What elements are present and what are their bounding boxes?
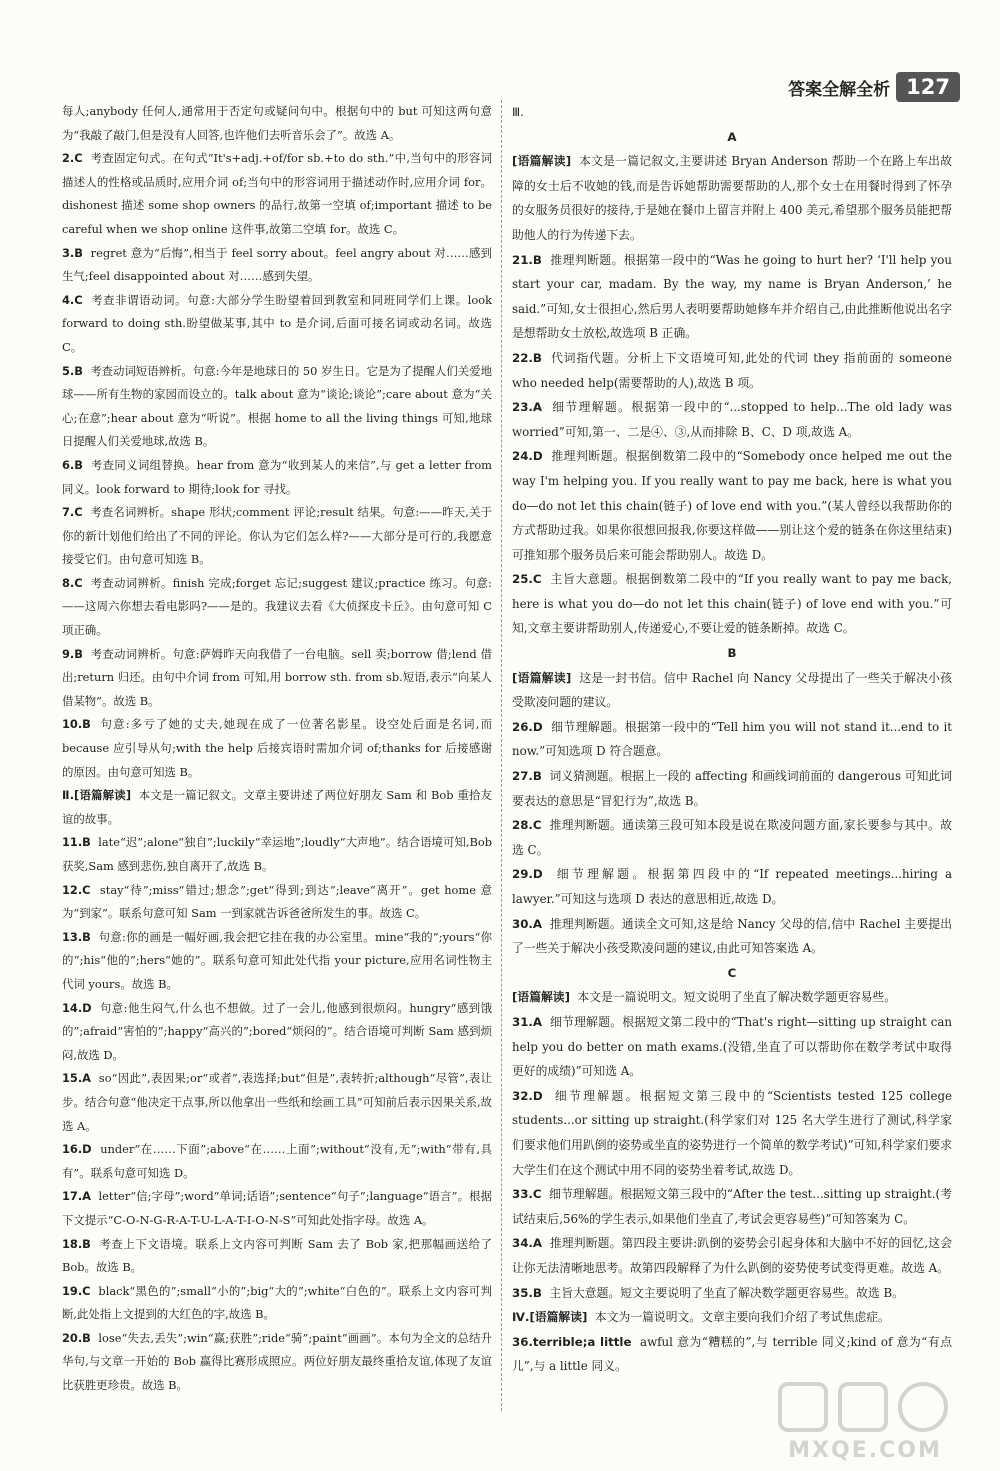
answer-item xyxy=(512,715,952,764)
answer-id: 7.C xyxy=(62,505,83,520)
answer-text: 考查上下文语境。联系上文内容可判断 Sam 去了 Bob 家,把那幅画送给了 Bob。故选 B。 xyxy=(62,1236,492,1275)
answer-id: 8.C xyxy=(62,575,83,590)
answer-text: 本文是一篇记叙文。文章主要讲述了两位好朋友 Sam 和 Bob 重拾友谊的故事。 xyxy=(62,788,493,826)
answer-item xyxy=(512,985,952,1010)
answer-text: 细节理解题。根据短文第二段中的“That's right—sitting up straight can help you do better on math exams.(没错,坐直了可以帮助你在数学考试中取得更好的成绩)”可知选 A。 xyxy=(512,1014,953,1079)
answer-item xyxy=(512,346,952,395)
answer-text: 细节理解题。根据第一段中的“...stopped to help...The old lady was worried”可知,第一、二是④、③,从而排除 B、C、D 项,故选 A。 xyxy=(512,400,952,439)
answer-item xyxy=(62,242,492,289)
answer-id: 24.D xyxy=(512,449,543,464)
answer-text: 主旨大意题。根据倒数第二段中的“If you really want to pay me back, here is what you do—do not let this chain(链子) of love end with you.”可知,文章主要讲帮助别人,传递爱心,不要让爱的链条断掉。故选 C。 xyxy=(512,572,953,636)
passage-heading: A xyxy=(727,129,737,144)
answer-item xyxy=(512,567,952,641)
answer-item xyxy=(62,501,492,572)
answer-id: Ⅱ.[语篇解读] xyxy=(62,788,132,803)
answer-id: 14.D xyxy=(62,1000,92,1015)
answer-id: 2.C xyxy=(62,151,83,166)
answer-id: 13.B xyxy=(62,929,91,944)
header-label: 答案全解全析 xyxy=(788,79,891,100)
answer-text: so“因此”,表因果;or“或者”,表选择;but“但是”,表转折;although“尽管”,表让步。结合句意“他决定干点事,所以他拿出一些纸和绘画工具”可知前后表示因果关系,故选 A。 xyxy=(62,1071,492,1133)
answer-item xyxy=(512,444,952,567)
answer-text: 考查名词辨析。shape 形状;comment 评论;result 结果。句意:——昨天,关于你的新计划他们给出了不同的评论。你认为它们怎么样?——大部分是可行的,我愿意接受它们。由句意可知选 B。 xyxy=(62,505,492,567)
answer-text: lose“失去,丢失”;win“赢;获胜”;ride“骑”;paint“画画”。本句为全文的总结升华句,与文章一开始的 Bob 赢得比赛形成照应。两位好朋友最终重拾友谊,体现了友谊比获胜更珍贵。故选 B。 xyxy=(62,1330,492,1393)
answer-item xyxy=(62,147,492,241)
answer-id: 30.A xyxy=(512,916,543,931)
passage-heading: B xyxy=(727,646,737,661)
answer-item xyxy=(512,149,952,247)
answer-id: 33.C xyxy=(512,1187,542,1202)
answer-item xyxy=(62,997,492,1068)
answer-item xyxy=(512,248,952,346)
answer-item xyxy=(62,643,492,714)
answer-id: 35.B xyxy=(512,1285,542,1300)
watermark-text: MXQE.COM xyxy=(788,1438,942,1463)
answer-item xyxy=(512,1305,952,1330)
answer-id: [语篇解读] xyxy=(512,990,570,1005)
answer-id: 29.D xyxy=(512,867,543,882)
answer-item xyxy=(62,1185,492,1232)
answer-id: 18.B xyxy=(62,1236,91,1251)
answer-id: 5.B xyxy=(62,363,83,378)
answer-item xyxy=(62,1280,492,1327)
answer-item xyxy=(512,1231,952,1280)
answer-text: 细节理解题。根据第一段中的“Tell him you will not stand it...end to it now.”可知选项 D 符合题意。 xyxy=(512,719,952,759)
answer-id: 23.A xyxy=(512,400,543,415)
answer-id: [语篇解读] xyxy=(512,154,572,169)
answer-id: 12.C xyxy=(62,882,91,897)
answer-text: 细节理解题。根据短文第三段中的“Scientists tested 125 college students...or sitting up straight.(科学家们对 125 名大学生进行了测试,科学家们要求他们用趴倒的姿势或坐直的姿势进行一个简单的数学考试)”可知,科学家们要求大学生们在这个测试中用不同的姿势坐着考试,故选 D。 xyxy=(512,1088,952,1177)
answer-text: 句意:你的画是一幅好画,我会把它挂在我的办公室里。mine“我的”;yours“你的”;his“他的”;hers“她的”。联系句意可知此处代指 your picture,应用名词性物主代词 yours。故选 B。 xyxy=(62,929,492,991)
answer-text: 考查动词短语辨析。句意:今年是地球日的 50 岁生日。它是为了提醒人们关爱地球——所有生物的家园而设立的。talk about 意为“谈论;谈论”;care about 意为“关心;在意”;hear about 意为“听说”。根据 home to all the living things 可知,地球日提醒人们关爱地球,故选 B。 xyxy=(62,363,492,449)
answer-text: black“黑色的”;small“小的”;big“大的”;white“白色的”。联系上文内容可判断,此处指上文提到的大红色的字,故选 B。 xyxy=(62,1283,492,1322)
answer-text: 每人;anybody 任何人,通常用于否定句或疑问句中。根据句中的 but 可知这两句意为“我敲了敲门,但是没有人回答,也许他们去听音乐会了”。故选 A。 xyxy=(62,104,492,142)
answer-item xyxy=(62,572,492,643)
answer-id: 20.B xyxy=(62,1330,91,1345)
answer-text: 考查动词辨析。finish 完成;forget 忘记;suggest 建议;practice 练习。句意:——这周六你想去看电影吗?——是的。我建议去看《大侦探皮卡丘》。由句意可知 C 项正确。 xyxy=(62,575,492,638)
answer-item xyxy=(62,1138,492,1185)
answer-text: 主旨大意题。短文主要说明了坐直了解决数学题更容易些。故选 B。 xyxy=(549,1285,904,1300)
passage-heading: C xyxy=(727,965,737,980)
answer-item xyxy=(62,360,492,454)
answer-item xyxy=(62,784,492,831)
answer-item xyxy=(512,1281,952,1306)
watermark-logo-icon xyxy=(770,1378,960,1438)
watermark xyxy=(770,1378,960,1463)
answer-item xyxy=(62,454,492,501)
answer-text: 推理判断题。通读第三段可知本段是说在欺凌问题方面,家长要参与其中。故选 C。 xyxy=(512,818,953,857)
answer-id: 15.A xyxy=(62,1071,91,1086)
answer-id: 17.A xyxy=(62,1189,91,1204)
answer-item xyxy=(62,1067,492,1138)
answer-text: 代词指代题。分析上下文语境可知,此处的代词 they 指前面的 someone who needed help(需要帮助的人),故选 B 项。 xyxy=(512,350,952,390)
answer-item xyxy=(62,1233,492,1280)
answer-id: 31.A xyxy=(512,1014,543,1029)
right-column xyxy=(512,100,952,1379)
section-heading: Ⅲ. xyxy=(512,105,524,119)
answer-text: 推理判断题。第四段主要讲:趴倒的姿势会引起身体和大脑中不好的回忆,这会让你无法清晰地思考。故第四段解释了为什么趴倒的姿势使考试变得更难。故选 A。 xyxy=(512,1236,953,1275)
answer-text: regret 意为“后悔”,相当于 feel sorry about。feel angry about 对……感到生气;feel disappointed about 对……感到失望。 xyxy=(62,245,492,284)
answer-id: [语篇解读] xyxy=(512,670,572,685)
answer-id: 11.B xyxy=(62,835,91,850)
answer-item xyxy=(62,831,492,878)
answer-item xyxy=(512,813,952,862)
answer-id: 6.B xyxy=(62,457,83,472)
answer-text: 推理判断题。通读全文可知,这是给 Nancy 父母的信,信中 Rachel 主要提出了一些关于解决小孩受欺凌问题的建议,由此可知答案选 A。 xyxy=(512,916,953,956)
answer-id: 16.D xyxy=(62,1142,92,1157)
answer-id: 3.B xyxy=(62,245,83,260)
answer-id: 10.B xyxy=(62,717,91,732)
answer-item xyxy=(512,1010,952,1084)
answer-text: 本文是一篇说明文。短文说明了坐直了解决数学题更容易些。 xyxy=(577,990,897,1005)
answer-id: 22.B xyxy=(512,350,542,365)
answer-id: 21.B xyxy=(512,252,542,267)
answer-text: 推理判断题。根据倒数第二段中的“Somebody once helped me out the way I'm helping you. If you really want to pay me back, here is what you do—do not let this chain(链子) of love end with you.”(某人曾经以我帮助你的方式帮助过我。如果你很想回报我,你要这样做——别让这个爱的链条在你这里结束)可推知那个服务员后来可能会帮助别人。故选 D。 xyxy=(512,449,953,562)
answer-text: under“在……下面”;above“在……上面”;without“没有,无”;with“带有,具有”。联系句意可知选 D。 xyxy=(62,1142,492,1180)
answer-text: 考查固定句式。在句式“It's+adj.+of/for sb.+to do sth.”中,当句中的形容词描述人的性格或品质时,应用介词 of;当句中的形容词用于描述动作时,应用介词 for。dishonest 描述 some shop owners 的品行,故第一空填 of;important 描述 to be careful when we shop online 这件事,故第二空填 for。故选 C。 xyxy=(62,151,492,236)
answer-text: 考查动词辨析。句意:萨姆昨天向我借了一台电脑。sell 卖;borrow 借;lend 借出;return 归还。由句中介词 from 可知,用 borrow sth. from sb.短语,表示“向某人借某物”。故选 B。 xyxy=(62,646,492,708)
answer-text: 句意:多亏了她的丈夫,她现在成了一位著名影星。设空处后面是名词,而 because 应引导从句;with the help 后接宾语时需加介词 of;thanks for 后接感谢的原因。由句意可知选 B。 xyxy=(62,717,492,779)
answer-item xyxy=(62,100,492,147)
answer-item xyxy=(512,395,952,444)
answer-id: 28.C xyxy=(512,818,542,833)
answer-id: 26.D xyxy=(512,719,543,734)
left-column xyxy=(62,100,492,1398)
answer-text: 考查同义词组替换。hear from 意为“收到某人的来信”,与 get a letter from 同义。look forward to 期待;look for 寻找。 xyxy=(62,457,492,496)
answer-text: 词义猜测题。根据上一段的 affecting 和画线词前面的 dangerous 可知此词要表达的意思是“冒犯行为”,故选 B。 xyxy=(512,769,953,808)
answer-id: 32.D xyxy=(512,1088,543,1103)
answer-id: 9.B xyxy=(62,646,83,661)
answer-text: 考查非谓语动词。句意:大部分学生盼望着回到教室和同班同学们上课。look forward to doing sth.盼望做某事,其中 to 是介词,后面可接名词或动名词。故选 C。 xyxy=(62,292,492,354)
answer-item xyxy=(62,713,492,784)
answer-item xyxy=(512,1084,952,1182)
column-divider xyxy=(501,100,502,1411)
answer-text: 这是一封书信。信中 Rachel 向 Nancy 父母提出了一些关于解决小孩受欺凌问题的建议。 xyxy=(512,670,953,710)
answer-item xyxy=(512,666,952,715)
answer-item xyxy=(62,879,492,926)
answer-text: 推理判断题。根据第一段中的“Was he going to hurt her? ‘I'll help you start your car, madam. By the way, my name is Bryan Anderson,’ he said.”可知,女士很担心,然后男人表明要帮助她修车并介绍自己,由此推断他说出名字是想帮助女士放松,故选项 B 正确。 xyxy=(512,252,953,341)
answer-text: 细节理解题。根据短文第三段中的“After the test...sitting up straight.(考试结束后,56%的学生表示,如果他们坐直了,考试会更容易些)”可知答案为 C。 xyxy=(512,1187,952,1226)
answer-id: 25.C xyxy=(512,572,542,587)
answer-text: late“迟”;alone“独自”;luckily“幸运地”;loudly“大声地”。结合语境可知,Bob 获奖,Sam 感到悲伤,独自离开了,故选 B。 xyxy=(62,835,492,873)
answer-id: Ⅳ.[语篇解读] xyxy=(512,1310,588,1325)
answer-text: stay“待”;miss“错过;想念”;get“得到;到达”;leave“离开”。get home 意为“到家”。联系句意可知 Sam 一到家就告诉爸爸所发生的事。故选 C。 xyxy=(62,882,493,921)
answer-item xyxy=(512,912,952,961)
answer-id: 34.A xyxy=(512,1236,543,1251)
answer-id: 4.C xyxy=(62,292,83,307)
answer-text: awful 意为“糟糕的”,与 terrible 同义;kind of 意为“有点儿”,与 a little 同义。 xyxy=(512,1334,952,1374)
answer-item xyxy=(512,1182,952,1231)
answer-text: 本文为一篇说明文。文章主要向我们介绍了考试焦虑症。 xyxy=(594,1310,890,1325)
answer-id: 19.C xyxy=(62,1283,91,1298)
answer-item xyxy=(512,1330,952,1379)
answer-item xyxy=(512,862,952,911)
answer-text: letter“信;字母”;word“单词;话语”;sentence“句子”;language“语言”。根据下文提示“C-O-N-G-R-A-T-U-L-A-T-I-O-N-S”可知此处指字母。故选 A。 xyxy=(62,1189,493,1227)
page-number: 127 xyxy=(896,72,960,102)
answer-id: 27.B xyxy=(512,769,542,784)
answer-item xyxy=(62,926,492,997)
answer-text: 细节理解题。根据第四段中的“If repeated meetings...hiring a lawyer.”可知这与选项 D 表达的意思相近,故选 D。 xyxy=(512,867,952,906)
answer-item xyxy=(512,764,952,813)
answer-id: 36.terrible;a little xyxy=(512,1334,632,1349)
answer-item xyxy=(62,289,492,360)
answer-text: 本文是一篇记叙文,主要讲述 Bryan Anderson 帮助一个在路上车出故障的女士后不收她的钱,而是告诉她帮助需要帮助的人,那个女士在用餐时得到了怀孕的女服务员很好的接待,于是她在餐巾上留言并附上 400 美元,希望那个服务员能把帮助他人的行为传递下去。 xyxy=(512,154,952,242)
answer-text: 句意:他生闷气,什么也不想做。过了一会儿,他感到很烦闷。hungry“感到饿的”;afraid“害怕的”;happy“高兴的”;bored“烦闷的”。结合语境可判断 Sam 感到烦闷,故选 D。 xyxy=(62,1000,492,1062)
answer-item xyxy=(62,1327,492,1398)
